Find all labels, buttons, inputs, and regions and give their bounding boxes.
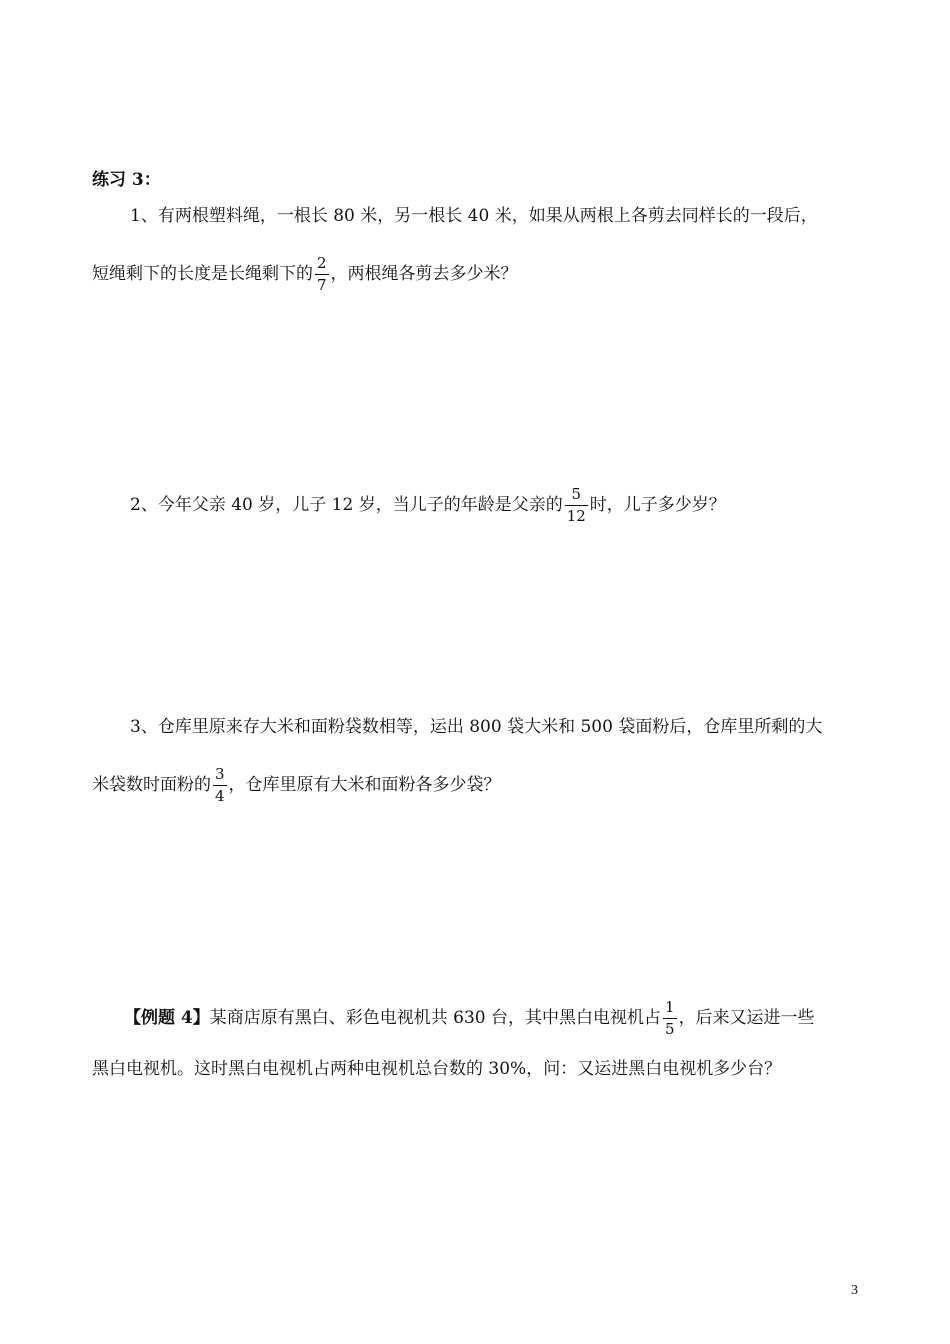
page-number: 3 bbox=[851, 1283, 858, 1298]
problem-3-line-2 bbox=[92, 767, 501, 804]
example-4-line-2: 黑白电视机。这时黑白电视机占两种电视机总台数的 30%，问：又运进黑白电视机多少台？ bbox=[92, 1059, 782, 1079]
problem-1-fraction bbox=[315, 256, 329, 293]
fraction-denominator: 5 bbox=[665, 1020, 675, 1038]
problem-2-line-1 bbox=[130, 487, 726, 524]
problem-3-fraction bbox=[213, 767, 227, 804]
problem-3-text-after: ，仓库里原有大米和面粉各多少袋？ bbox=[228, 775, 501, 795]
example-label: 【例题 4】 bbox=[124, 1008, 210, 1028]
problem-2-fraction bbox=[565, 487, 588, 524]
example-text-before: 某商店原有黑白、彩色电视机共 630 台，其中黑白电视机占 bbox=[209, 1008, 662, 1028]
fraction-numerator: 1 bbox=[663, 1000, 677, 1019]
example-4-line-1 bbox=[124, 1000, 815, 1037]
problem-1-text-after: ，两根绳各剪去多少米？ bbox=[330, 264, 518, 284]
problem-2-text-after: 时，儿子多少岁？ bbox=[589, 495, 726, 515]
example-fraction bbox=[663, 1000, 677, 1037]
problem-2-text-before: 2、今年父亲 40 岁，儿子 12 岁，当儿子的年龄是父亲的 bbox=[130, 495, 563, 515]
fraction-denominator: 7 bbox=[317, 276, 327, 294]
problem-1-line-2 bbox=[92, 256, 518, 293]
problem-1-text-before: 短绳剩下的长度是长绳剩下的 bbox=[92, 264, 313, 284]
problem-3-line-1: 3、仓库里原来存大米和面粉袋数相等，运出 800 袋大米和 500 袋面粉后，仓库里所剩的大 bbox=[130, 717, 823, 737]
fraction-denominator: 4 bbox=[215, 787, 225, 805]
fraction-denominator: 12 bbox=[566, 507, 586, 525]
fraction-numerator: 3 bbox=[213, 767, 227, 786]
problem-1-line-1: 1、有两根塑料绳，一根长 80 米，另一根长 40 米，如果从两根上各剪去同样长的一段后， bbox=[130, 206, 818, 226]
section-title: 练习 3： bbox=[92, 170, 161, 190]
example-text-after: ，后来又运进一些 bbox=[678, 1008, 815, 1028]
fraction-numerator: 5 bbox=[565, 487, 588, 506]
problem-3-text-before: 米袋数时面粉的 bbox=[92, 775, 211, 795]
fraction-numerator: 2 bbox=[315, 256, 329, 275]
